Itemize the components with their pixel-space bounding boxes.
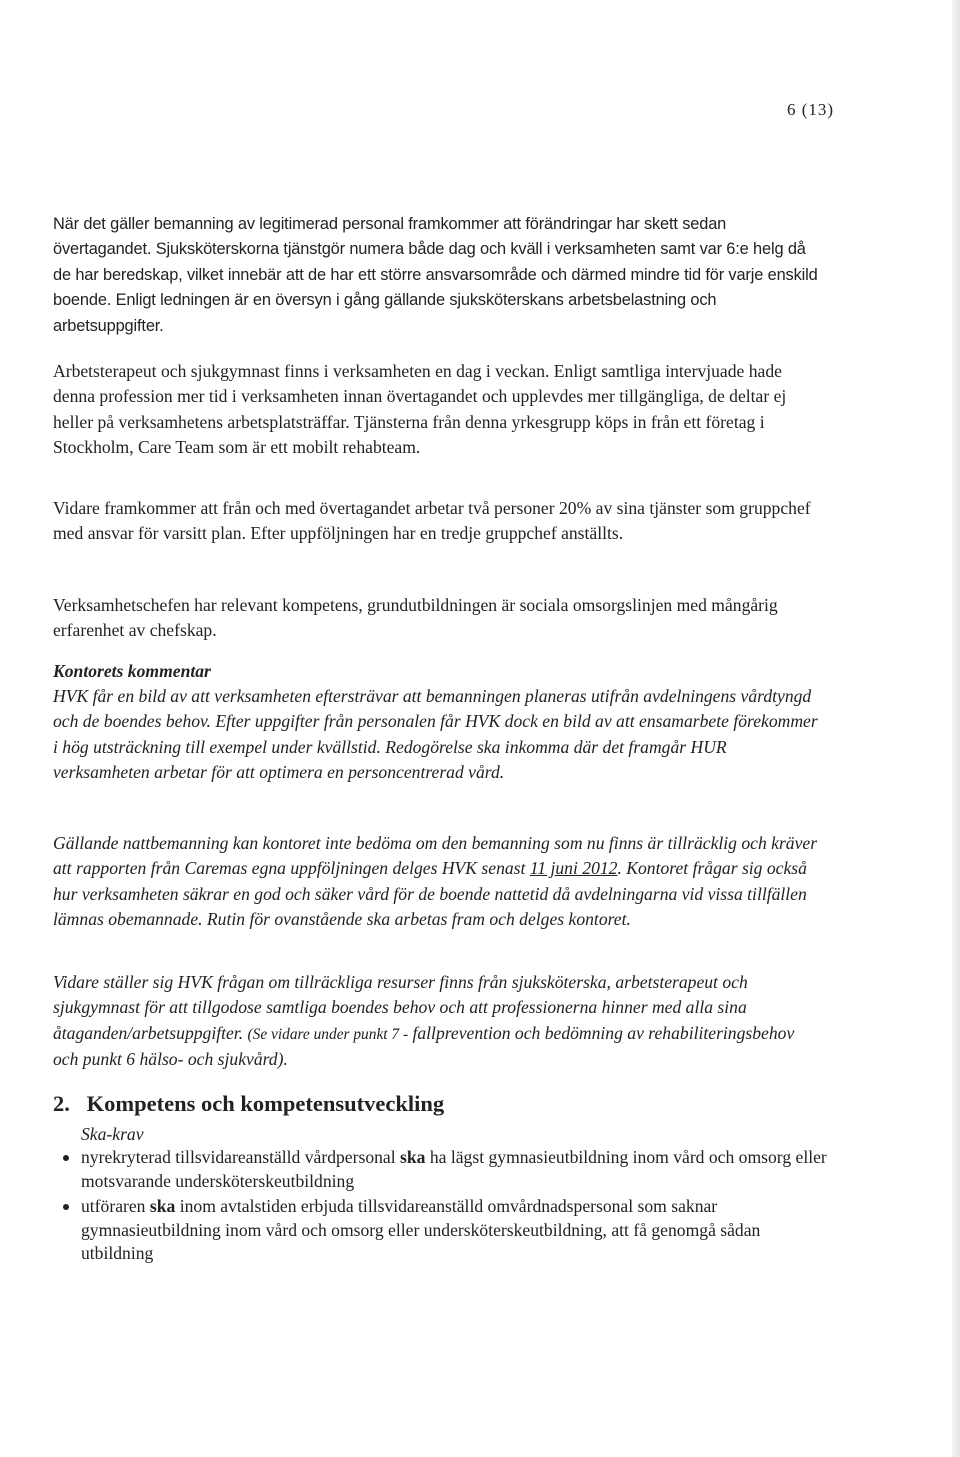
bullet-icon: [63, 1155, 69, 1161]
paragraph-verksamhetschef: Verksamhetschefen har relevant kompetens, grundutbildningen är sociala omsorgslinjen med mångårig erfarenhet av chefskap.: [53, 595, 778, 641]
list-item-text-start: nyrekryterad tillsvidareanställd vårdpersonal: [81, 1147, 401, 1167]
kommentar-paragraph-3-end: fallprevention och bedömning av rehabiliteringsbehov och punkt 6 hälso- och sjukvård).: [53, 1022, 795, 1070]
ska-krav-label: Ska-krav: [81, 1124, 144, 1144]
list-item-keyword: ska: [400, 1147, 426, 1167]
scan-edge: [952, 0, 960, 1457]
list-item-text: [81, 1146, 831, 1193]
kommentar-paragraph-1: HVK får en bild av att verksamheten eftersträvar att bemanningen planeras utifrån avdelningens vårdtyngd och de boendes behov. Efter uppgifter från personalen får HVK dock en bild av att ensamarbete förekommer i hög utsträckning till exempel under kvällstid. Redogörelse ska inkomma där det framgår HUR verksamheten arbetar för att optimera en personcentrerad vård.: [53, 686, 818, 783]
kommentar-paragraph-2-start: Gällande nattbemanning kan kontoret inte bedöma om den bemanning som nu finns är tillräcklig och kräver att rapporten från Caremas egna uppföljningen delges HVK senast: [53, 833, 818, 879]
requirements-list: [53, 1146, 827, 1268]
deadline-date: 11 juni 2012: [529, 858, 618, 879]
kommentar-paragraph-2-end: . Kontoret frågar sig också hur verksamheten säkrar en god och säker vård för de boende nattetid då avdelningarna vid vissa tillfällen lämnas obemannade. Rutin för ovanstående ska arbetas fram och delges kontoret.: [53, 858, 807, 930]
kontorets-kommentar-heading: Kontorets kommentar: [53, 661, 211, 681]
list-item-text-end: inom avtalstiden erbjuda tillsvidareanställd omvårdnadspersonal som saknar gymnasieutbildning inom vård och omsorg eller undersköterskeutbildning, att få genomgå sådan utbildning: [81, 1196, 761, 1264]
kommentar-paragraph-2: [53, 831, 823, 933]
list-item-keyword: ska: [149, 1196, 176, 1217]
page-number: 6 (13): [787, 100, 835, 119]
section-title: Kompetens och kompetensutveckling: [86, 1091, 445, 1116]
list-item-text: [81, 1195, 831, 1266]
section-heading: [53, 1091, 444, 1117]
list-item-text-end: ha lägst gymnasieutbildning inom vård och omsorg eller motsvarande undersköterskeutbildning: [81, 1147, 827, 1191]
kommentar-paragraph-3-note: (Se vidare under punkt 7 -: [247, 1025, 409, 1043]
list-item: [53, 1146, 827, 1193]
list-item: [53, 1195, 823, 1266]
section-number: 2.: [53, 1091, 70, 1116]
paragraph-bemanning: När det gäller bemanning av legitimerad personal framkommer att förändringar har skett sedan övertagandet. Sjuksköterskorna tjänstgör numera både dag och kväll i verksamheten samt var 6:e helg då de har beredskap, vilket innebär att de har ett större ansvarsområde och därmed mindre tid för varje enskild boende. Enligt ledningen är en översyn i gång gällande sjuksköterskans arbetsbelastning och arbetsuppgifter.: [53, 215, 818, 335]
paragraph-gruppchef: Vidare framkommer att från och med övertagandet arbetar två personer 20% av sina tjänster som gruppchef med ansvar för varsitt plan. Efter uppföljningen har en tredje gruppchef anställts.: [53, 498, 811, 544]
kommentar-paragraph-3-main: Vidare ställer sig HVK frågan om tillräckliga resurser finns från sjuksköterska, arbetsterapeut och sjukgymnast för att tillgodose samtliga boendes behov och att professionerna hinner med alla sina åtaganden/arbetsuppgifter.: [53, 972, 748, 1043]
list-item-text-start: utföraren: [81, 1196, 150, 1217]
kommentar-paragraph-3: [53, 970, 823, 1073]
bullet-icon: [63, 1204, 69, 1210]
paragraph-arbetsterapeut: Arbetsterapeut och sjukgymnast finns i verksamheten en dag i veckan. Enligt samtliga intervjuade hade denna profession mer tid i verksamheten innan övertagandet och upplevdes mer tillgängliga, de deltar ej heller på verksamhetens arbetsplatsträffar. Tjänsterna från denna yrkesgrupp köps in från ett företag i Stockholm, Care Team som är ett mobilt rehabteam.: [53, 361, 787, 458]
